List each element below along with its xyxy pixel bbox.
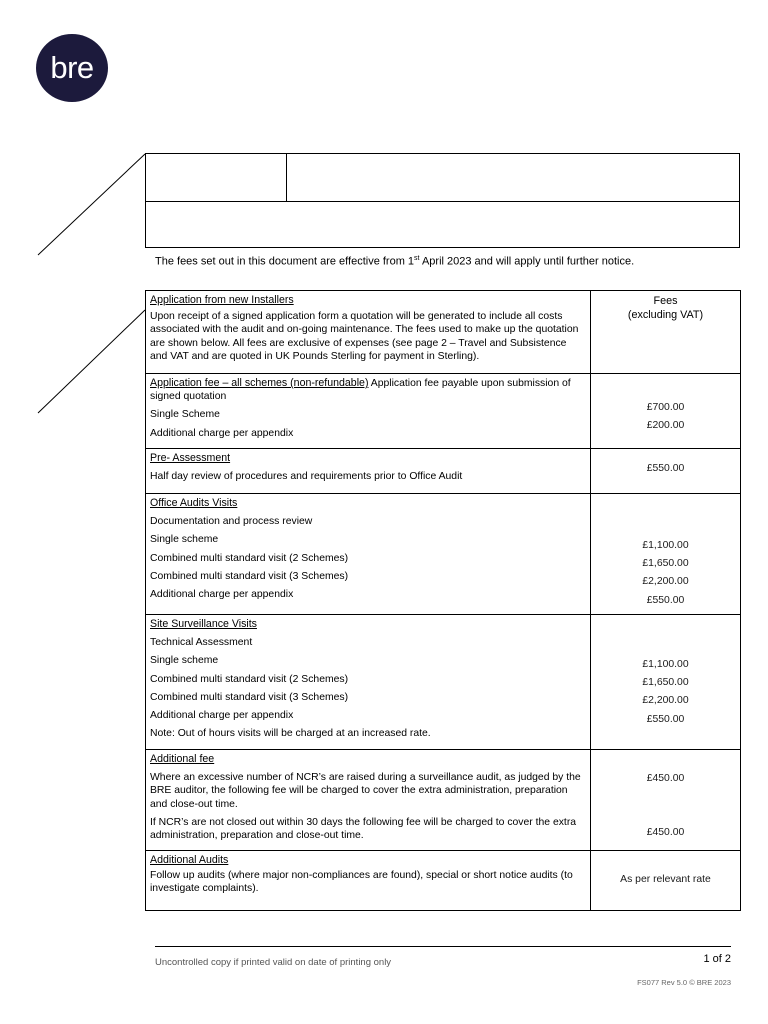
table-row	[146, 291, 741, 374]
header-box-row	[146, 154, 739, 202]
section-description	[146, 291, 591, 374]
fee-cell	[591, 615, 741, 750]
list-item: Note: Out of hours visits will be charged at an increased rate.	[150, 728, 431, 740]
fees-heading: Fees	[653, 295, 678, 307]
document-revision: FS077 Rev 5.0 © BRE 2023	[637, 978, 731, 987]
list-item: Single scheme	[150, 534, 219, 546]
table-row	[146, 374, 741, 449]
list-item: Follow up audits (where major non-compliances are found), special or short notice audits (to investigate complaints).	[150, 870, 573, 895]
effective-date-notice	[155, 255, 634, 268]
list-item: Additional charge per appendix	[150, 710, 294, 722]
list-item: Documentation and process review	[150, 516, 313, 528]
section-heading	[150, 377, 586, 403]
section-title: Application from new Installers	[150, 294, 294, 306]
fee-value: £450.00	[646, 827, 685, 839]
list-item: Technical Assessment	[150, 637, 253, 649]
fees-table	[145, 290, 741, 911]
bre-logo	[36, 34, 108, 102]
fee-value: £550.00	[646, 594, 685, 606]
list-item: Single Scheme	[150, 409, 220, 421]
list-item: Half day review of procedures and requirements prior to Office Audit	[150, 471, 463, 483]
fee-value: £450.00	[646, 773, 685, 784]
notice-text-start: The fees set out in this document are effective from 1	[155, 255, 415, 268]
list-item: If NCR’s are not closed out within 30 days the following fee will be charged to cover the extra administration, preparation and close-out time.	[150, 816, 577, 842]
fee-value: £1,650.00	[642, 558, 689, 570]
fee-column-header	[591, 291, 741, 374]
table-row	[146, 851, 741, 911]
section-description	[146, 449, 591, 494]
fee-value: £200.00	[646, 420, 685, 432]
fee-cell	[591, 851, 741, 911]
list-item: Single scheme	[150, 655, 219, 667]
fee-value: £2,200.00	[642, 576, 689, 588]
list-item: Combined multi standard visit (2 Schemes)	[150, 673, 349, 685]
section-description	[146, 750, 591, 851]
list-item: Combined multi standard visit (2 Schemes)	[150, 552, 349, 564]
list-item: Combined multi standard visit (3 Schemes)	[150, 570, 349, 582]
section-title: Application fee – all schemes (non-refundable)	[150, 377, 369, 389]
fee-value: £2,200.00	[642, 695, 689, 707]
section-title: Additional fee	[150, 753, 215, 765]
fee-cell	[591, 494, 741, 615]
section-title-tail: Application fee payable upon submission of signed quotation	[150, 378, 571, 403]
table-row	[146, 615, 741, 750]
section-text: Upon receipt of a signed application form a quotation will be generated to include all costs associated with the audit and on-going maintenance. The fees used to make up the quotation are shown below. All fees are exclusive of expenses (see page 2 – Travel and Subsistence and VAT and are quoted in UK Pounds Sterling for payment in Sterling).	[150, 311, 579, 362]
section-description	[146, 615, 591, 750]
table-row	[146, 750, 741, 851]
list-item: Where an excessive number of NCR’s are raised during a surveillance audit, as judged by the BRE auditor, the following fee will be charged to cover the extra administration, preparation and close-out time.	[150, 772, 581, 810]
section-description	[146, 374, 591, 449]
fee-cell	[591, 374, 741, 449]
fee-value: £550.00	[646, 713, 685, 725]
fee-value: As per relevant rate	[620, 874, 711, 885]
section-description	[146, 851, 591, 911]
footer-divider	[155, 946, 731, 947]
list-item: Additional charge per appendix	[150, 589, 294, 601]
fee-cell	[591, 750, 741, 851]
notice-text-end: April 2023 and will apply until further notice.	[419, 255, 635, 268]
fee-cell	[591, 449, 741, 494]
section-title: Office Audits Visits	[150, 497, 238, 509]
list-item: Combined multi standard visit (3 Schemes)	[150, 691, 349, 703]
footer-disclaimer: Uncontrolled copy if printed valid on date of printing only	[155, 957, 392, 968]
fee-value: £1,650.00	[642, 677, 689, 689]
fee-value: £1,100.00	[642, 540, 689, 551]
fee-value: £700.00	[646, 402, 685, 413]
logo-text: bre	[50, 50, 94, 85]
section-title: Pre- Assessment	[150, 452, 231, 464]
fee-value: £1,100.00	[642, 659, 689, 670]
header-box	[145, 153, 740, 248]
table-row	[146, 449, 741, 494]
header-box-cell	[146, 154, 287, 201]
section-title: Additional Audits	[150, 854, 229, 866]
fee-value: £550.00	[646, 463, 685, 474]
fees-heading-sub: (excluding VAT)	[627, 309, 704, 321]
table-row	[146, 494, 741, 615]
section-description	[146, 494, 591, 615]
list-item: Additional charge per appendix	[150, 427, 294, 439]
notice-superscript: st	[414, 255, 420, 262]
section-title: Site Surveillance Visits	[150, 618, 257, 630]
page-number: 1 of 2	[703, 953, 731, 965]
